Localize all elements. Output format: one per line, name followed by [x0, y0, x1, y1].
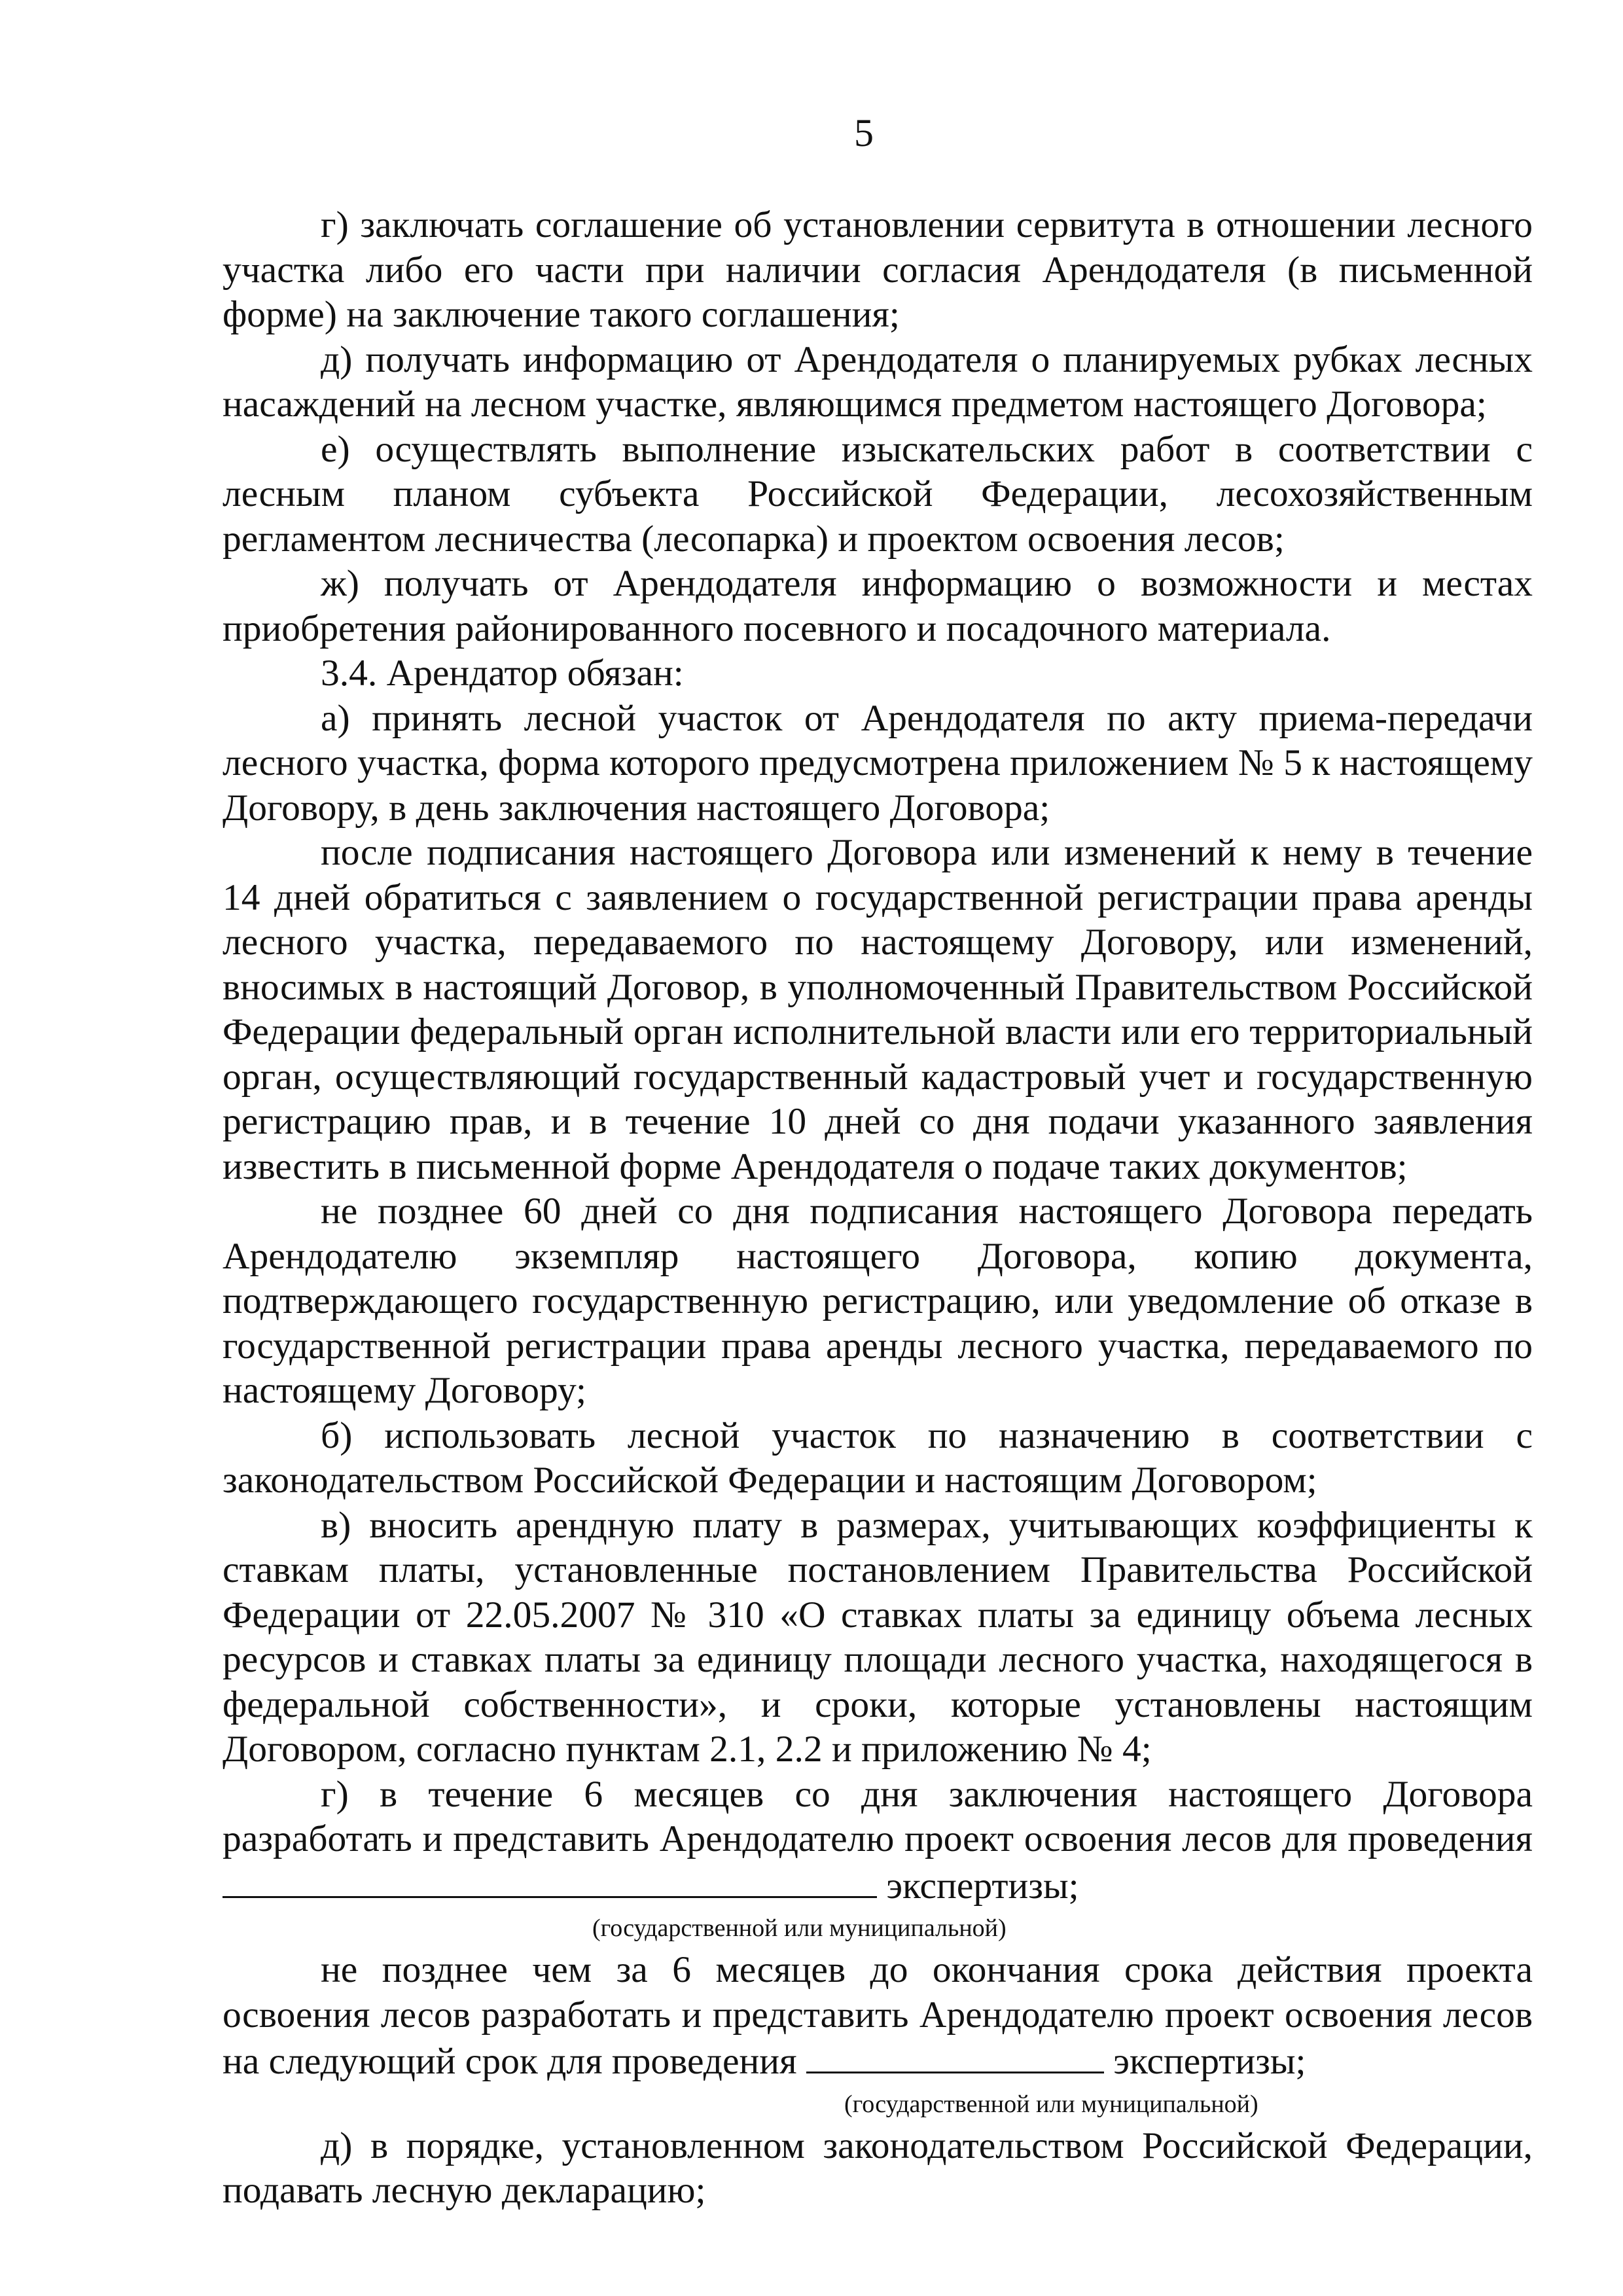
paragraph-g-ending: экспертизы; — [877, 1865, 1079, 1907]
blank-field-caption-row-2 — [223, 2085, 1533, 2124]
paragraph-zh-seed-material: ж) получать от Арендодателя информацию о возможности и местах приобретения районированного посевного и посадочного материала. — [223, 563, 1533, 649]
page-number: 5 — [854, 111, 874, 154]
paragraph-transfer-copy: не позднее 60 дней со дня подписания настоящего Договора передать Арендодателю экземпляр настоящего Договора, копию документа, подтверждающего государственную регистрацию, или уведомление об отказе в государственной регистрации права аренды лесного участка, передаваемого по настоящему Договору; — [223, 1191, 1533, 1411]
blank-field-caption: (государственной или муниципальной) — [592, 1914, 1007, 1942]
paragraph-g-forest-project — [223, 1772, 1533, 1909]
expertise-type-blank-field-2[interactable] — [806, 2037, 1104, 2073]
document-body — [223, 203, 1533, 2214]
blank-field-caption-row — [223, 1909, 1533, 1948]
paragraph-g-text: г) в течение 6 месяцев со дня заключения настоящего Договора разработать и представить Арендодателю проект освоения лесов для проведения — [223, 1773, 1533, 1859]
paragraph-next-term-ending: экспертизы; — [1103, 2041, 1306, 2082]
expertise-type-blank-field[interactable] — [223, 1862, 877, 1898]
paragraph-d-information: д) получать информацию от Арендодателя о планируемых рубках лесных насаждений на лесном участке, являющимся предметом настоящего Договора; — [223, 338, 1533, 425]
section-3-4-heading: 3.4. Арендатор обязан: — [321, 653, 684, 694]
paragraph-state-registration: после подписания настоящего Договора или изменений к нему в течение 14 дней обратиться с заявлением о государственной регистрации права аренды лесного участка, передаваемого по настоящему Договору, или изменений, вносимых в настоящий Договор, в уполномоченный Правительством Российской Федерации федеральный орган исполнительной власти или его территориальный орган, осуществляющий государственный кадастровый учет и государственную регистрацию прав, и в течение 10 дней со дня подачи указанного заявления известить в письменной форме Арендодателя о подаче таких документов; — [223, 832, 1533, 1187]
paragraph-a-accept-plot: а) принять лесной участок от Арендодателя по акту приема-передачи лесного участка, форма которого предусмотрена приложением № 5 к настоящему Договору, в день заключения настоящего Договора; — [223, 697, 1533, 829]
paragraph-v-rent-payment: в) вносить арендную плату в размерах, учитывающих коэффициенты к ставкам платы, установленные постановлением Правительства Российской Федерации от 22.05.2007 № 310 «О ставках платы за единицу объема лесных ресурсов и ставках платы за единицу площади лесного участка, находящегося в федеральной собственности», и сроки, которые установлены настоящим Договором, согласно пунктам 2.1, 2.2 и приложению № 4; — [223, 1504, 1533, 1770]
paragraph-e-survey-works: е) осуществлять выполнение изыскательских работ в соответствии с лесным планом субъекта Российской Федерации, лесохозяйственным регламентом лесничества (лесопарка) и проектом освоения лесов; — [223, 428, 1533, 560]
paragraph-g-servitude: г) заключать соглашение об установлении сервитута в отношении лесного участка либо его части при наличии согласия Арендодателя (в письменной форме) на заключение такого соглашения; — [223, 204, 1533, 335]
paragraph-b-use-plot: б) использовать лесной участок по назначению в соответствии с законодательством Российской Федерации и настоящим Договором; — [223, 1414, 1533, 1501]
paragraph-d-forest-declaration: д) в порядке, установленном законодательством Российской Федерации, подавать лесную декларацию; — [223, 2125, 1533, 2211]
paragraph-next-term-project — [223, 1948, 1533, 2085]
blank-field-caption-2: (государственной или муниципальной) — [844, 2090, 1258, 2118]
paragraph-next-term-text: не позднее чем за 6 месяцев до окончания срока действия проекта освоения лесов разработать и представить Арендодателю проект освоения лесов на следующий срок для проведения — [223, 1949, 1533, 2082]
